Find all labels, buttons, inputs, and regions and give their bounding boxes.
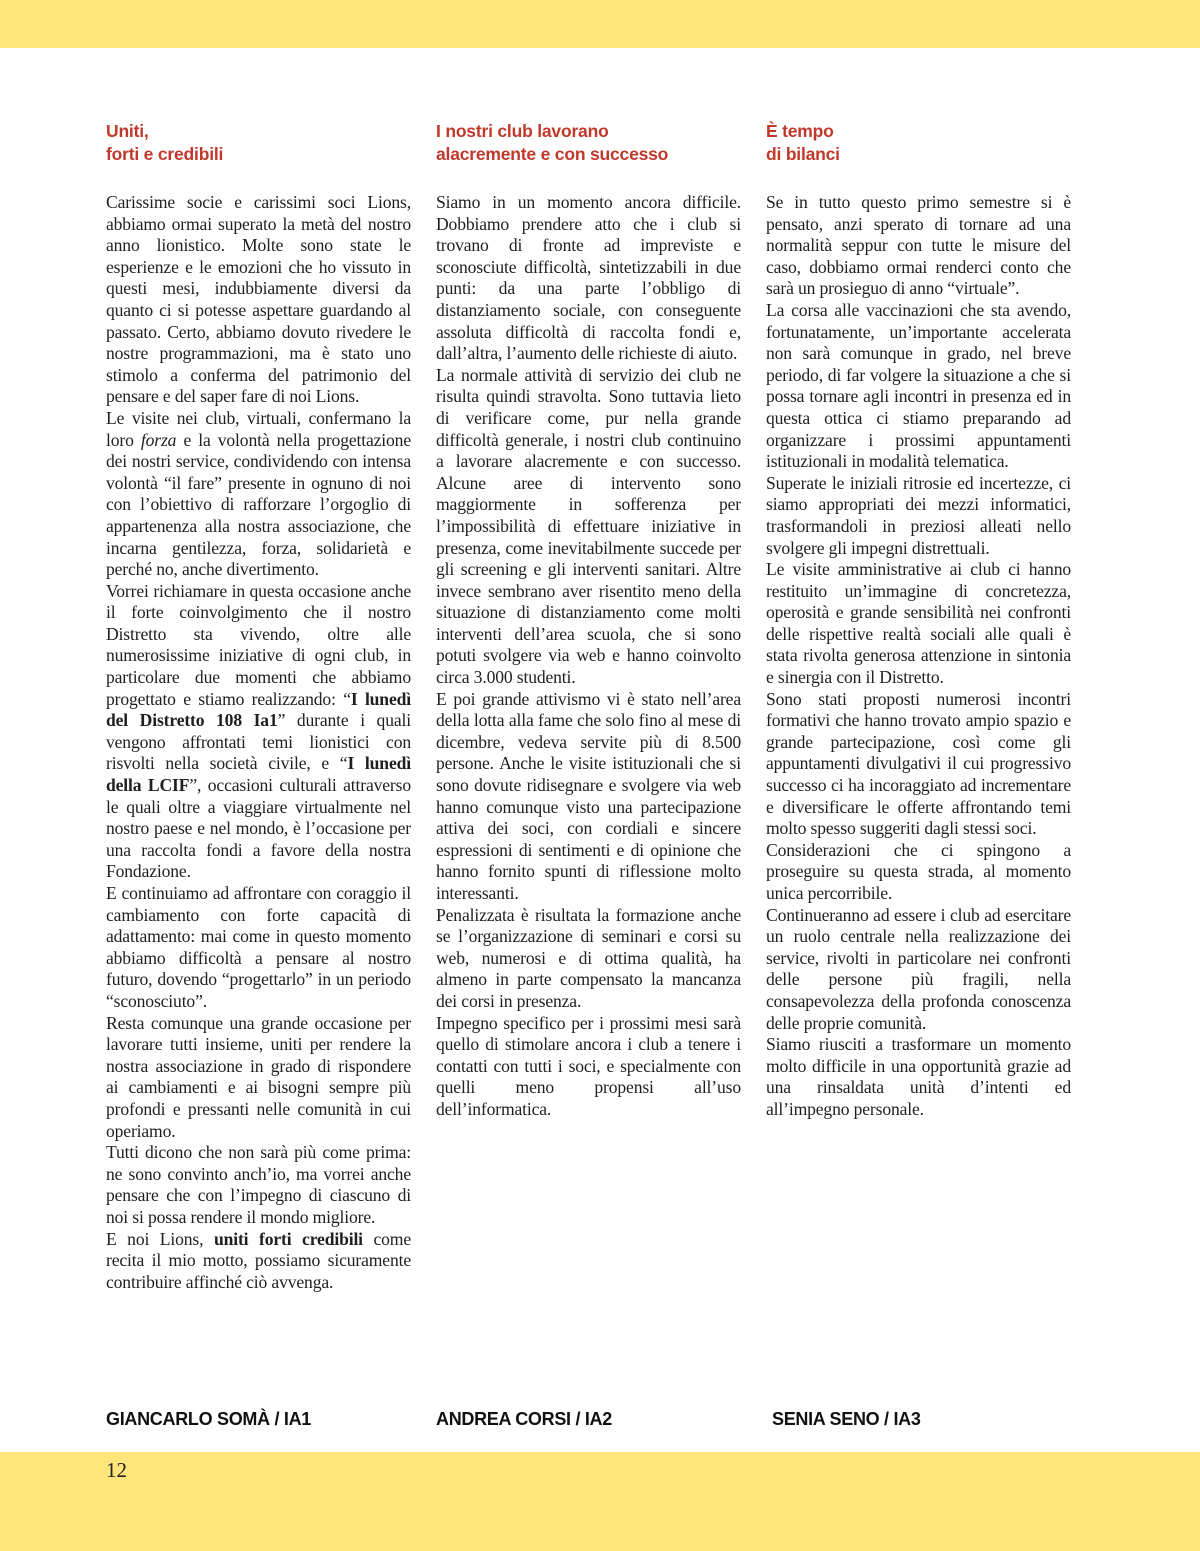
paragraph [766, 473, 1071, 559]
paragraph [106, 1142, 411, 1228]
title-line: forti e credibili [106, 144, 224, 164]
text-run: La normale attività di servizio dei club ne risulta quindi stravolta. Sono tuttavia lieto di verificare come, pur nella grande difficoltà generale, i nostri club continuino a lavorare alacremente e con successo. Alcune aree di intervento sono maggiormente in sofferenza per l’impossibilità di effettuare iniziative in presenza, come inevitabilmente succede per gli screening e gli interventi sanitari. Altre invece sembrano aver risentito meno della situazione di distanziamento come molti interventi dell’area scuola, che si sono potuti svolgere via web e hanno coinvolto circa 3.000 studenti. [436, 364, 741, 688]
article-body-2 [436, 192, 741, 1121]
title-line: Uniti, [106, 121, 149, 141]
paragraph [106, 581, 411, 883]
paragraph [766, 300, 1071, 473]
title-line: È tempo [766, 121, 834, 141]
paragraph [106, 192, 411, 408]
emphasis-forza: forza [140, 429, 177, 450]
paragraph [766, 559, 1071, 689]
bold-event-name: I lunedì del Distretto 108 Ia1 [106, 688, 411, 731]
article-title-1 [106, 120, 411, 192]
paragraph [106, 1229, 411, 1294]
text-run: Penalizzata è risultata la formazione anche se l’organizzazione di seminari e corsi su web, numerosi e di ottima qualità, ha almeno in parte compensato la mancanza dei corsi in presenza. [436, 904, 741, 1011]
top-yellow-band [0, 0, 1200, 48]
text-run: E poi grande attivismo vi è stato nell’area della lotta alla fame che solo fino al mese di dicembre, vedeva servite più di 8.500 persone. Anche le visite istituzionali che si sono dovute ridisegnare e svolgere via web hanno comunque visto una partecipazione attiva dei soci, con cordiali e sincere espressioni di sentimenti e di opinione che hanno fornito spunti di riflessione molto interessanti. [436, 688, 741, 903]
author-byline-1: GIANCARLO SOMÀ / IA1 [106, 1409, 312, 1429]
paragraph [766, 192, 1071, 300]
article-body-1 [106, 192, 411, 1293]
text-run: Vorrei richiamare in questa occasione anche il forte coinvolgimento che il nostro Distretto sta vivendo, oltre alle numerosissime iniziative di ogni club, in particolare due momenti che abbiamo progettato e stiamo realizzando: “ [106, 580, 411, 709]
paragraph [106, 1013, 411, 1143]
article-body-3 [766, 192, 1071, 1121]
text-run: Siamo riusciti a trasformare un momento molto difficile in una opportunità grazie ad una rinsaldata unità d’intenti ed all’impegno personale. [766, 1034, 1071, 1119]
text-run: Le visite nei club, virtuali, confermano la loro [106, 407, 411, 450]
paragraph [766, 840, 1071, 905]
paragraph [436, 905, 741, 1013]
text-run: Tutti dicono che non sarà più come prima: ne sono convinto anch’io, ma vorrei anche pensare che con l’impegno di ciascuno di noi si possa rendere il mondo migliore. [106, 1142, 411, 1227]
paragraph [436, 689, 741, 905]
text-run: Considerazioni che ci spingono a proseguire su questa strada, al momento unica percorribile. [766, 839, 1071, 903]
text-run: come recita il mio motto, possiamo sicuramente contribuire affinché ciò avvenga. [106, 1228, 412, 1292]
text-run: Le visite amministrative ai club ci hanno restituito un’immagine di concretezza, operosità e grande sensibilità nei confronti delle rispettive realtà sociali alle quali è stata rivolta generosa attenzione in sintonia e sinergia con il Distretto. [766, 559, 1071, 688]
author-byline-2: ANDREA CORSI / IA2 [436, 1409, 612, 1429]
paragraph [436, 365, 741, 689]
author-byline-3: SENIA SENO / IA3 [772, 1409, 921, 1429]
paragraph [766, 689, 1071, 840]
text-run: Impegno specifico per i prossimi mesi sarà quello di stimolare ancora i club a tenere i contatti con tutti i soci, e specialmente con quelli meno propensi all’uso dell’informatica. [436, 1012, 741, 1119]
text-run: Superate le iniziali ritrosie ed incertezze, ci siamo appropriati dei mezzi informatici, trasformandoli in preziosi alleati nello svolgere gli impegni distrettuali. [766, 472, 1071, 558]
bold-motto: uniti forti credibili [213, 1228, 363, 1249]
text-run: Carissime socie e carissimi soci Lions, abbiamo ormai superato la metà del nostro anno lionistico. Molte sono state le esperienze e le emozioni che ho vissuto in questi mesi, indubbiamente diversi da quanto ci si potesse aspettare guardando al passato. Certo, abbiamo dovuto rivedere le nostre programmazioni, ma è stato uno stimolo a conferma del patrimonio del pensare e del saper fare di noi Lions. [106, 192, 411, 407]
paragraph [106, 883, 411, 1013]
text-run: e la volontà nella progettazione dei nostri service, condividendo con intensa volontà “il fare” presente in ognuno di noi con l’obiettivo di rafforzare l’orgoglio di appartenenza alla nostra associazione, che incarna gentilezza, forza, solidarietà e perché no, anche divertimento. [106, 429, 411, 580]
paragraph [436, 1013, 741, 1121]
article-column-3 [766, 120, 1071, 1121]
page-number: 12 [106, 1458, 127, 1482]
text-run: E noi Lions, [106, 1228, 214, 1249]
text-run: Resta comunque una grande occasione per lavorare tutti insieme, uniti per rendere la nostra associazione in grado di rispondere ai cambiamenti e ai bisogni sempre più profondi e pressanti nelle comunità in cui operiamo. [106, 1012, 411, 1141]
title-line: I nostri club lavorano [436, 121, 609, 141]
article-column-1 [106, 120, 411, 1293]
article-column-2 [436, 120, 741, 1121]
text-run: E continuiamo ad affrontare con coraggio il cambiamento con forte capacità di adattamento: mai come in questo momento abbiamo difficoltà a pensare al nostro futuro, dovendo “progettarlo” in un periodo “sconosciuto”. [106, 883, 411, 1011]
article-title-3 [766, 120, 1071, 192]
paragraph [766, 1034, 1071, 1120]
text-run: ”, occasioni culturali attraverso le quali oltre a viaggiare virtualmente nel nostro paese e nel mondo, è l’occasione per una raccolta fondi a favore della nostra Fondazione. [106, 775, 411, 882]
paragraph [106, 408, 411, 581]
text-run: La corsa alle vaccinazioni che sta avendo, fortunatamente, un’importante accelerata non sarà comunque in grado, nel breve periodo, di far volgere la situazione a che si possa tornare agli incontri in presenza ed in questa ottica ci stiamo preparando ad organizzare i prossimi appuntamenti istituzionali in modalità telematica. [766, 299, 1071, 472]
bold-event-name: I lunedì della LCIF [106, 753, 411, 796]
text-run: Continueranno ad essere i club ad esercitare un ruolo centrale nella realizzazione dei service, rivolti in particolare nei confronti delle persone più fragili, nella consapevolezza della profonda conoscenza delle proprie comunità. [766, 904, 1071, 1033]
text-run: Siamo in un momento ancora difficile. Dobbiamo prendere atto che i club si trovano di fronte ad impreviste e sconosciute difficoltà, sintetizzabili in due punti: da una parte l’obbligo di distanziamento sociale, con conseguente assoluta difficoltà di raccolta fondi e, dall’altra, l’aumento delle richieste di aiuto. [436, 192, 741, 364]
title-line: alacremente e con successo [436, 144, 669, 164]
text-run: Sono stati proposti numerosi incontri formativi che hanno trovato ampio spazio e grande partecipazione, così come gli appuntamenti divulgativi il cui progressivo successo ci ha incoraggiato ad incrementare e diversificare le offerte affrontando temi molto spesso suggeriti dagli stessi soci. [766, 688, 1071, 839]
paragraph [436, 192, 741, 365]
paragraph [766, 905, 1071, 1035]
text-run: Se in tutto questo primo semestre si è pensato, anzi sperato di tornare ad una normalità seppur con tutte le misure del caso, dobbiamo ormai renderci conto che sarà un prosieguo di anno “virtuale”. [766, 192, 1071, 299]
text-run: ” durante i quali vengono affrontati temi lionistici con risvolti nella società civile, e “ [106, 710, 411, 774]
title-line: di bilanci [766, 144, 840, 164]
article-title-2 [436, 120, 741, 192]
bottom-yellow-band [0, 1452, 1200, 1551]
